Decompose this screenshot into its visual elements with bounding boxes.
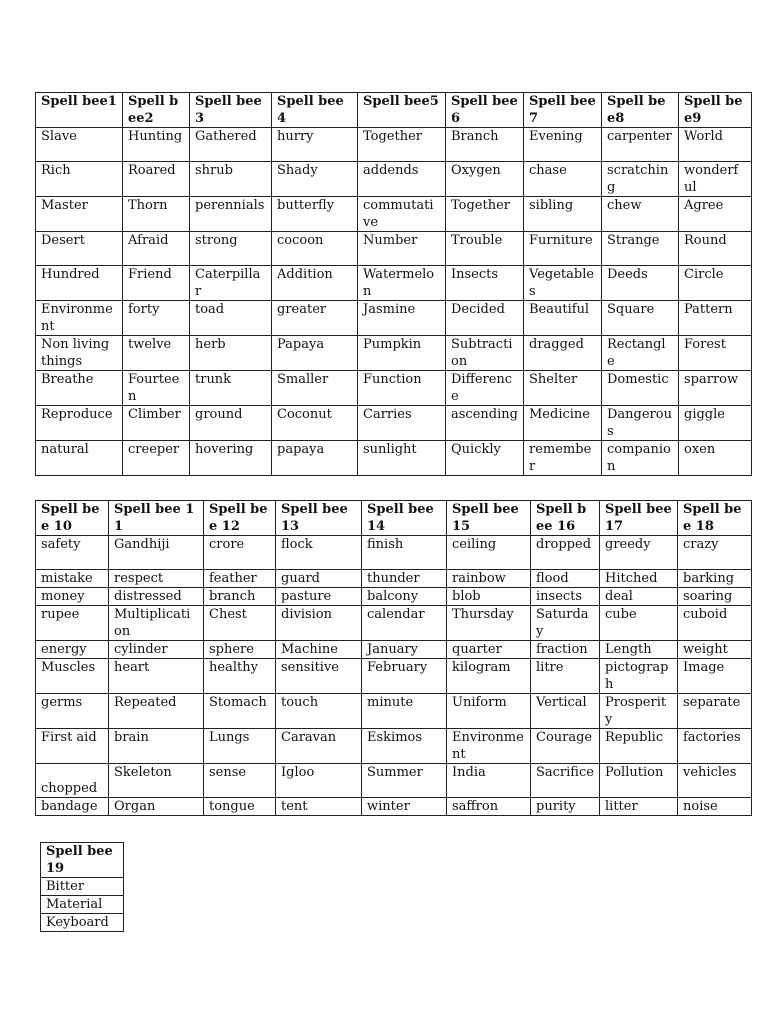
table-cell: cocoon	[272, 232, 358, 266]
table-cell: Afraid	[123, 232, 190, 266]
table-cell: creeper	[123, 441, 190, 476]
table-cell: insects	[531, 588, 600, 606]
table-cell: separate	[678, 694, 752, 729]
column-header: Spell bee 15	[447, 501, 531, 536]
table-cell: Hitched	[600, 570, 678, 588]
table-cell: Republic	[600, 729, 678, 764]
table-cell: germs	[36, 694, 109, 729]
table-cell: Rectangle	[602, 336, 679, 371]
table-cell: noise	[678, 798, 752, 816]
column-header: Spell bee4	[272, 93, 358, 128]
spell-bee-table-1	[35, 92, 752, 476]
table-cell: Round	[679, 232, 752, 266]
table-cell: Insects	[446, 266, 524, 301]
table-row	[36, 232, 752, 266]
table-cell: fraction	[531, 641, 600, 659]
table-cell: guard	[276, 570, 362, 588]
column-header: Spell bee7	[524, 93, 602, 128]
table-cell: kilogram	[447, 659, 531, 694]
table-cell: Eskimos	[362, 729, 447, 764]
table-cell: quarter	[447, 641, 531, 659]
table-cell: sensitive	[276, 659, 362, 694]
table-cell: Gathered	[190, 128, 272, 162]
table-cell: winter	[362, 798, 447, 816]
table-cell: Decided	[446, 301, 524, 336]
table-cell: Material	[41, 896, 124, 914]
table-row	[36, 128, 752, 162]
table-cell: First aid	[36, 729, 109, 764]
table-cell: Function	[358, 371, 446, 406]
table-cell: sparrow	[679, 371, 752, 406]
table-cell: distressed	[109, 588, 204, 606]
table-cell: Caterpillar	[190, 266, 272, 301]
table-cell: forty	[123, 301, 190, 336]
table-cell: barking	[678, 570, 752, 588]
table-row	[36, 301, 752, 336]
column-header: Spell bee 17	[600, 501, 678, 536]
table-cell: Saturday	[531, 606, 600, 641]
table-cell: Deeds	[602, 266, 679, 301]
table-cell: Length	[600, 641, 678, 659]
table-cell: Master	[36, 197, 123, 232]
table-cell: Gandhiji	[109, 536, 204, 570]
table-cell: Agree	[679, 197, 752, 232]
table-cell: soaring	[678, 588, 752, 606]
table-cell: oxen	[679, 441, 752, 476]
column-header: Spell bee 19	[41, 843, 124, 878]
table-cell: branch	[204, 588, 276, 606]
table-cell: Bitter	[41, 878, 124, 896]
column-header: Spell bee 16	[531, 501, 600, 536]
column-header: Spell bee9	[679, 93, 752, 128]
table-cell: Subtraction	[446, 336, 524, 371]
table-cell: Caravan	[276, 729, 362, 764]
table-cell: Difference	[446, 371, 524, 406]
table-row	[36, 641, 752, 659]
column-header: Spell bee5	[358, 93, 446, 128]
table-cell: feather	[204, 570, 276, 588]
table-cell: Together	[446, 197, 524, 232]
table-cell: cuboid	[678, 606, 752, 641]
table-cell: sense	[204, 764, 276, 798]
table-cell: dragged	[524, 336, 602, 371]
table-cell: Slave	[36, 128, 123, 162]
column-header: Spell bee 11	[109, 501, 204, 536]
table-cell: Circle	[679, 266, 752, 301]
table-cell: tongue	[204, 798, 276, 816]
table-cell: healthy	[204, 659, 276, 694]
table-cell: India	[447, 764, 531, 798]
table-cell: ascending	[446, 406, 524, 441]
table-cell: Machine	[276, 641, 362, 659]
table-cell: saffron	[447, 798, 531, 816]
table-cell: Muscles	[36, 659, 109, 694]
table-cell: Carries	[358, 406, 446, 441]
table-cell: hurry	[272, 128, 358, 162]
table-cell: balcony	[362, 588, 447, 606]
table-cell: sibling	[524, 197, 602, 232]
table-cell: strong	[190, 232, 272, 266]
table-row	[36, 694, 752, 729]
table-cell: wonderful	[679, 162, 752, 197]
table-cell: rupee	[36, 606, 109, 641]
table-cell: Environment	[447, 729, 531, 764]
column-header: Spell bee 14	[362, 501, 447, 536]
table-row	[36, 536, 752, 570]
table-cell: companion	[602, 441, 679, 476]
table-cell: weight	[678, 641, 752, 659]
table-cell: calendar	[362, 606, 447, 641]
table-cell: division	[276, 606, 362, 641]
table-row	[41, 914, 124, 932]
table-cell: Addition	[272, 266, 358, 301]
table-cell: Vertical	[531, 694, 600, 729]
column-header: Spell bee2	[123, 93, 190, 128]
table-cell: World	[679, 128, 752, 162]
table-cell: factories	[678, 729, 752, 764]
table-cell: chew	[602, 197, 679, 232]
table-header-row	[36, 93, 752, 128]
table-row	[36, 764, 752, 798]
spell-bee-table-3	[40, 842, 124, 932]
table-cell: shrub	[190, 162, 272, 197]
table-cell: Breathe	[36, 371, 123, 406]
table-row	[36, 162, 752, 197]
table-cell: February	[362, 659, 447, 694]
table-cell: Trouble	[446, 232, 524, 266]
spell-bee-table-2	[35, 500, 752, 816]
table-row	[36, 588, 752, 606]
table-cell: remember	[524, 441, 602, 476]
table-row	[36, 336, 752, 371]
column-header: Spell bee1	[36, 93, 123, 128]
table-cell: Beautiful	[524, 301, 602, 336]
table-cell: chase	[524, 162, 602, 197]
table-cell: scratching	[602, 162, 679, 197]
table-row	[36, 441, 752, 476]
table-cell: Friend	[123, 266, 190, 301]
table-header-row	[36, 501, 752, 536]
table-row	[36, 266, 752, 301]
table-cell: Roared	[123, 162, 190, 197]
table-cell: litter	[600, 798, 678, 816]
table-cell: Square	[602, 301, 679, 336]
table-cell: Furniture	[524, 232, 602, 266]
table-cell: mistake	[36, 570, 109, 588]
table-cell: Climber	[123, 406, 190, 441]
table-cell: twelve	[123, 336, 190, 371]
column-header: Spell bee 12	[204, 501, 276, 536]
table-cell: Dangerous	[602, 406, 679, 441]
table-row	[36, 570, 752, 588]
table-cell: Uniform	[447, 694, 531, 729]
table-cell: Domestic	[602, 371, 679, 406]
table-cell: Pollution	[600, 764, 678, 798]
table-cell: Hunting	[123, 128, 190, 162]
table-cell: ground	[190, 406, 272, 441]
table-cell: Together	[358, 128, 446, 162]
table-cell: Shady	[272, 162, 358, 197]
column-header: Spell bee8	[602, 93, 679, 128]
table-cell: brain	[109, 729, 204, 764]
table-cell: flood	[531, 570, 600, 588]
column-header: Spell bee 18	[678, 501, 752, 536]
table-cell: Lungs	[204, 729, 276, 764]
table-cell: Oxygen	[446, 162, 524, 197]
table-cell: Courage	[531, 729, 600, 764]
table-cell: ceiling	[447, 536, 531, 570]
table-cell: money	[36, 588, 109, 606]
table-row	[36, 406, 752, 441]
table-cell: Multiplication	[109, 606, 204, 641]
table-cell: Shelter	[524, 371, 602, 406]
table-cell: perennials	[190, 197, 272, 232]
table-cell: Smaller	[272, 371, 358, 406]
table-cell: Hundred	[36, 266, 123, 301]
table-cell: butterfly	[272, 197, 358, 232]
table-cell: addends	[358, 162, 446, 197]
table-cell: Watermelon	[358, 266, 446, 301]
table-cell: natural	[36, 441, 123, 476]
table-cell: Quickly	[446, 441, 524, 476]
table-row	[36, 197, 752, 232]
table-row	[41, 896, 124, 914]
table-cell: Organ	[109, 798, 204, 816]
table-cell: Medicine	[524, 406, 602, 441]
table-cell: heart	[109, 659, 204, 694]
table-row	[36, 729, 752, 764]
table-cell: giggle	[679, 406, 752, 441]
table-cell: January	[362, 641, 447, 659]
table-cell: pasture	[276, 588, 362, 606]
table-cell: purity	[531, 798, 600, 816]
table-cell: minute	[362, 694, 447, 729]
table-cell: Summer	[362, 764, 447, 798]
table-cell: Desert	[36, 232, 123, 266]
table-cell: trunk	[190, 371, 272, 406]
table-cell: pictograph	[600, 659, 678, 694]
table-cell: Pumpkin	[358, 336, 446, 371]
table-cell: flock	[276, 536, 362, 570]
table-cell: thunder	[362, 570, 447, 588]
table-row	[41, 878, 124, 896]
table-cell: papaya	[272, 441, 358, 476]
table-cell: Papaya	[272, 336, 358, 371]
table-cell: crazy	[678, 536, 752, 570]
table-cell: Prosperity	[600, 694, 678, 729]
table-cell: commutative	[358, 197, 446, 232]
table-cell: Pattern	[679, 301, 752, 336]
table-cell: deal	[600, 588, 678, 606]
table-cell: Coconut	[272, 406, 358, 441]
table-cell: rainbow	[447, 570, 531, 588]
table-cell: dropped	[531, 536, 600, 570]
table-cell: herb	[190, 336, 272, 371]
table-cell: Fourteen	[123, 371, 190, 406]
table-cell: Forest	[679, 336, 752, 371]
table-cell: cube	[600, 606, 678, 641]
table-cell: tent	[276, 798, 362, 816]
table-cell: hovering	[190, 441, 272, 476]
table-cell: Image	[678, 659, 752, 694]
table-header-row	[41, 843, 124, 878]
table-cell: Number	[358, 232, 446, 266]
table-cell: bandage	[36, 798, 109, 816]
table-cell: respect	[109, 570, 204, 588]
table-cell: chopped	[36, 764, 109, 798]
table-cell: safety	[36, 536, 109, 570]
table-cell: Vegetables	[524, 266, 602, 301]
table-row	[36, 798, 752, 816]
table-cell: Skeleton	[109, 764, 204, 798]
table-cell: Thorn	[123, 197, 190, 232]
table-cell: Keyboard	[41, 914, 124, 932]
table-cell: Non living things	[36, 336, 123, 371]
table-cell: Evening	[524, 128, 602, 162]
table-cell: Repeated	[109, 694, 204, 729]
table-row	[36, 606, 752, 641]
table-cell: sphere	[204, 641, 276, 659]
table-cell: sunlight	[358, 441, 446, 476]
table-cell: cylinder	[109, 641, 204, 659]
table-row	[36, 371, 752, 406]
table-cell: touch	[276, 694, 362, 729]
column-header: Spell bee13	[276, 501, 362, 536]
table-row	[36, 659, 752, 694]
table-cell: litre	[531, 659, 600, 694]
table-cell: Stomach	[204, 694, 276, 729]
table-cell: Environment	[36, 301, 123, 336]
column-header: Spell bee3	[190, 93, 272, 128]
table-cell: Sacrifice	[531, 764, 600, 798]
table-cell: Jasmine	[358, 301, 446, 336]
table-cell: Strange	[602, 232, 679, 266]
table-cell: Thursday	[447, 606, 531, 641]
table-cell: Rich	[36, 162, 123, 197]
table-cell: crore	[204, 536, 276, 570]
column-header: Spell bee 6	[446, 93, 524, 128]
table-cell: Reproduce	[36, 406, 123, 441]
table-cell: Branch	[446, 128, 524, 162]
column-header: Spell bee 10	[36, 501, 109, 536]
table-cell: greater	[272, 301, 358, 336]
table-cell: vehicles	[678, 764, 752, 798]
table-cell: blob	[447, 588, 531, 606]
table-cell: carpenter	[602, 128, 679, 162]
table-cell: Chest	[204, 606, 276, 641]
table-cell: finish	[362, 536, 447, 570]
table-cell: energy	[36, 641, 109, 659]
table-cell: greedy	[600, 536, 678, 570]
table-cell: Igloo	[276, 764, 362, 798]
table-cell: toad	[190, 301, 272, 336]
